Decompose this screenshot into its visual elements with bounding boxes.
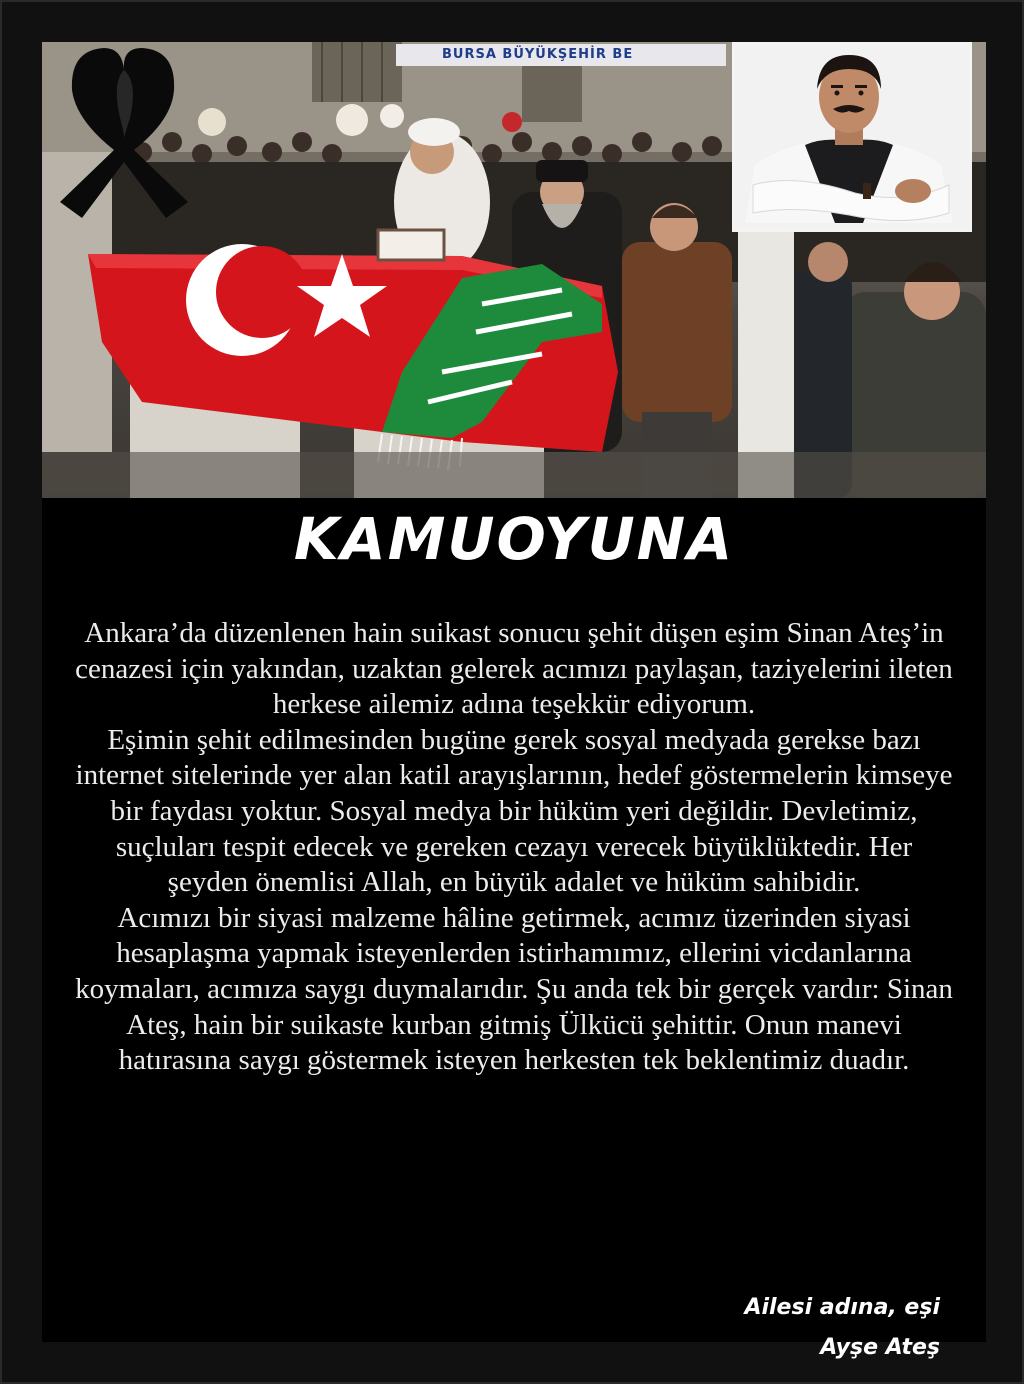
portrait-inset	[732, 42, 972, 232]
portrait-illustration	[735, 45, 963, 223]
signature-block	[744, 1288, 940, 1368]
statement-paragraph: Acımızı bir siyasi malzeme hâline getirmek, acımız üzerinden siyasi hesaplaşma yapmak isteyenlerden istirhamımız, ellerini vicdanlarına koymaları, acımıza saygı duymalarıdır. Şu anda tek bir gerçek vardır: Sinan Ateş, hain bir suikaste kurban gitmiş Ülkücü şehittir. Onun manevi hatırasına saygı göstermek isteyen herkesten tek beklentimiz duadır.	[75, 901, 953, 1077]
signer-name: Ayşe Ateş	[820, 1335, 940, 1360]
photo-banner: BURSA BÜYÜKŞEHİR BE	[396, 44, 726, 66]
signature-line: Ailesi adına, eşi	[744, 1295, 940, 1320]
announcement-panel	[42, 42, 986, 1360]
statement-paragraph: Ankara’da düzenlenen hain suikast sonucu şehit düşen eşim Sinan Ateş’in cenazesi için yakından, uzaktan gelerek acımızı paylaşan, taziyelerini ileten herkese ailemiz adına teşekkür ediyorum.	[75, 617, 953, 721]
mourning-ribbon-icon	[42, 42, 202, 222]
statement-paragraph: Eşimin şehit edilmesinden bugüne gerek sosyal medyada gerekse bazı internet sitelerinde yer alan katil arayışlarının, hedef göstermelerin kimseye bir faydası yoktur. Sosyal medya bir hüküm yeri değildir. Devletimiz, suçluları tespit edecek ve gereken cezayı verecek büyüklüktedir. Her şeyden önemlisi Allah, en büyük adalet ve hüküm sahibidir.	[75, 723, 953, 899]
funeral-photo	[42, 42, 986, 498]
public-statement-text	[72, 616, 956, 1079]
headline-title: KAMUOYUNA	[293, 505, 735, 573]
